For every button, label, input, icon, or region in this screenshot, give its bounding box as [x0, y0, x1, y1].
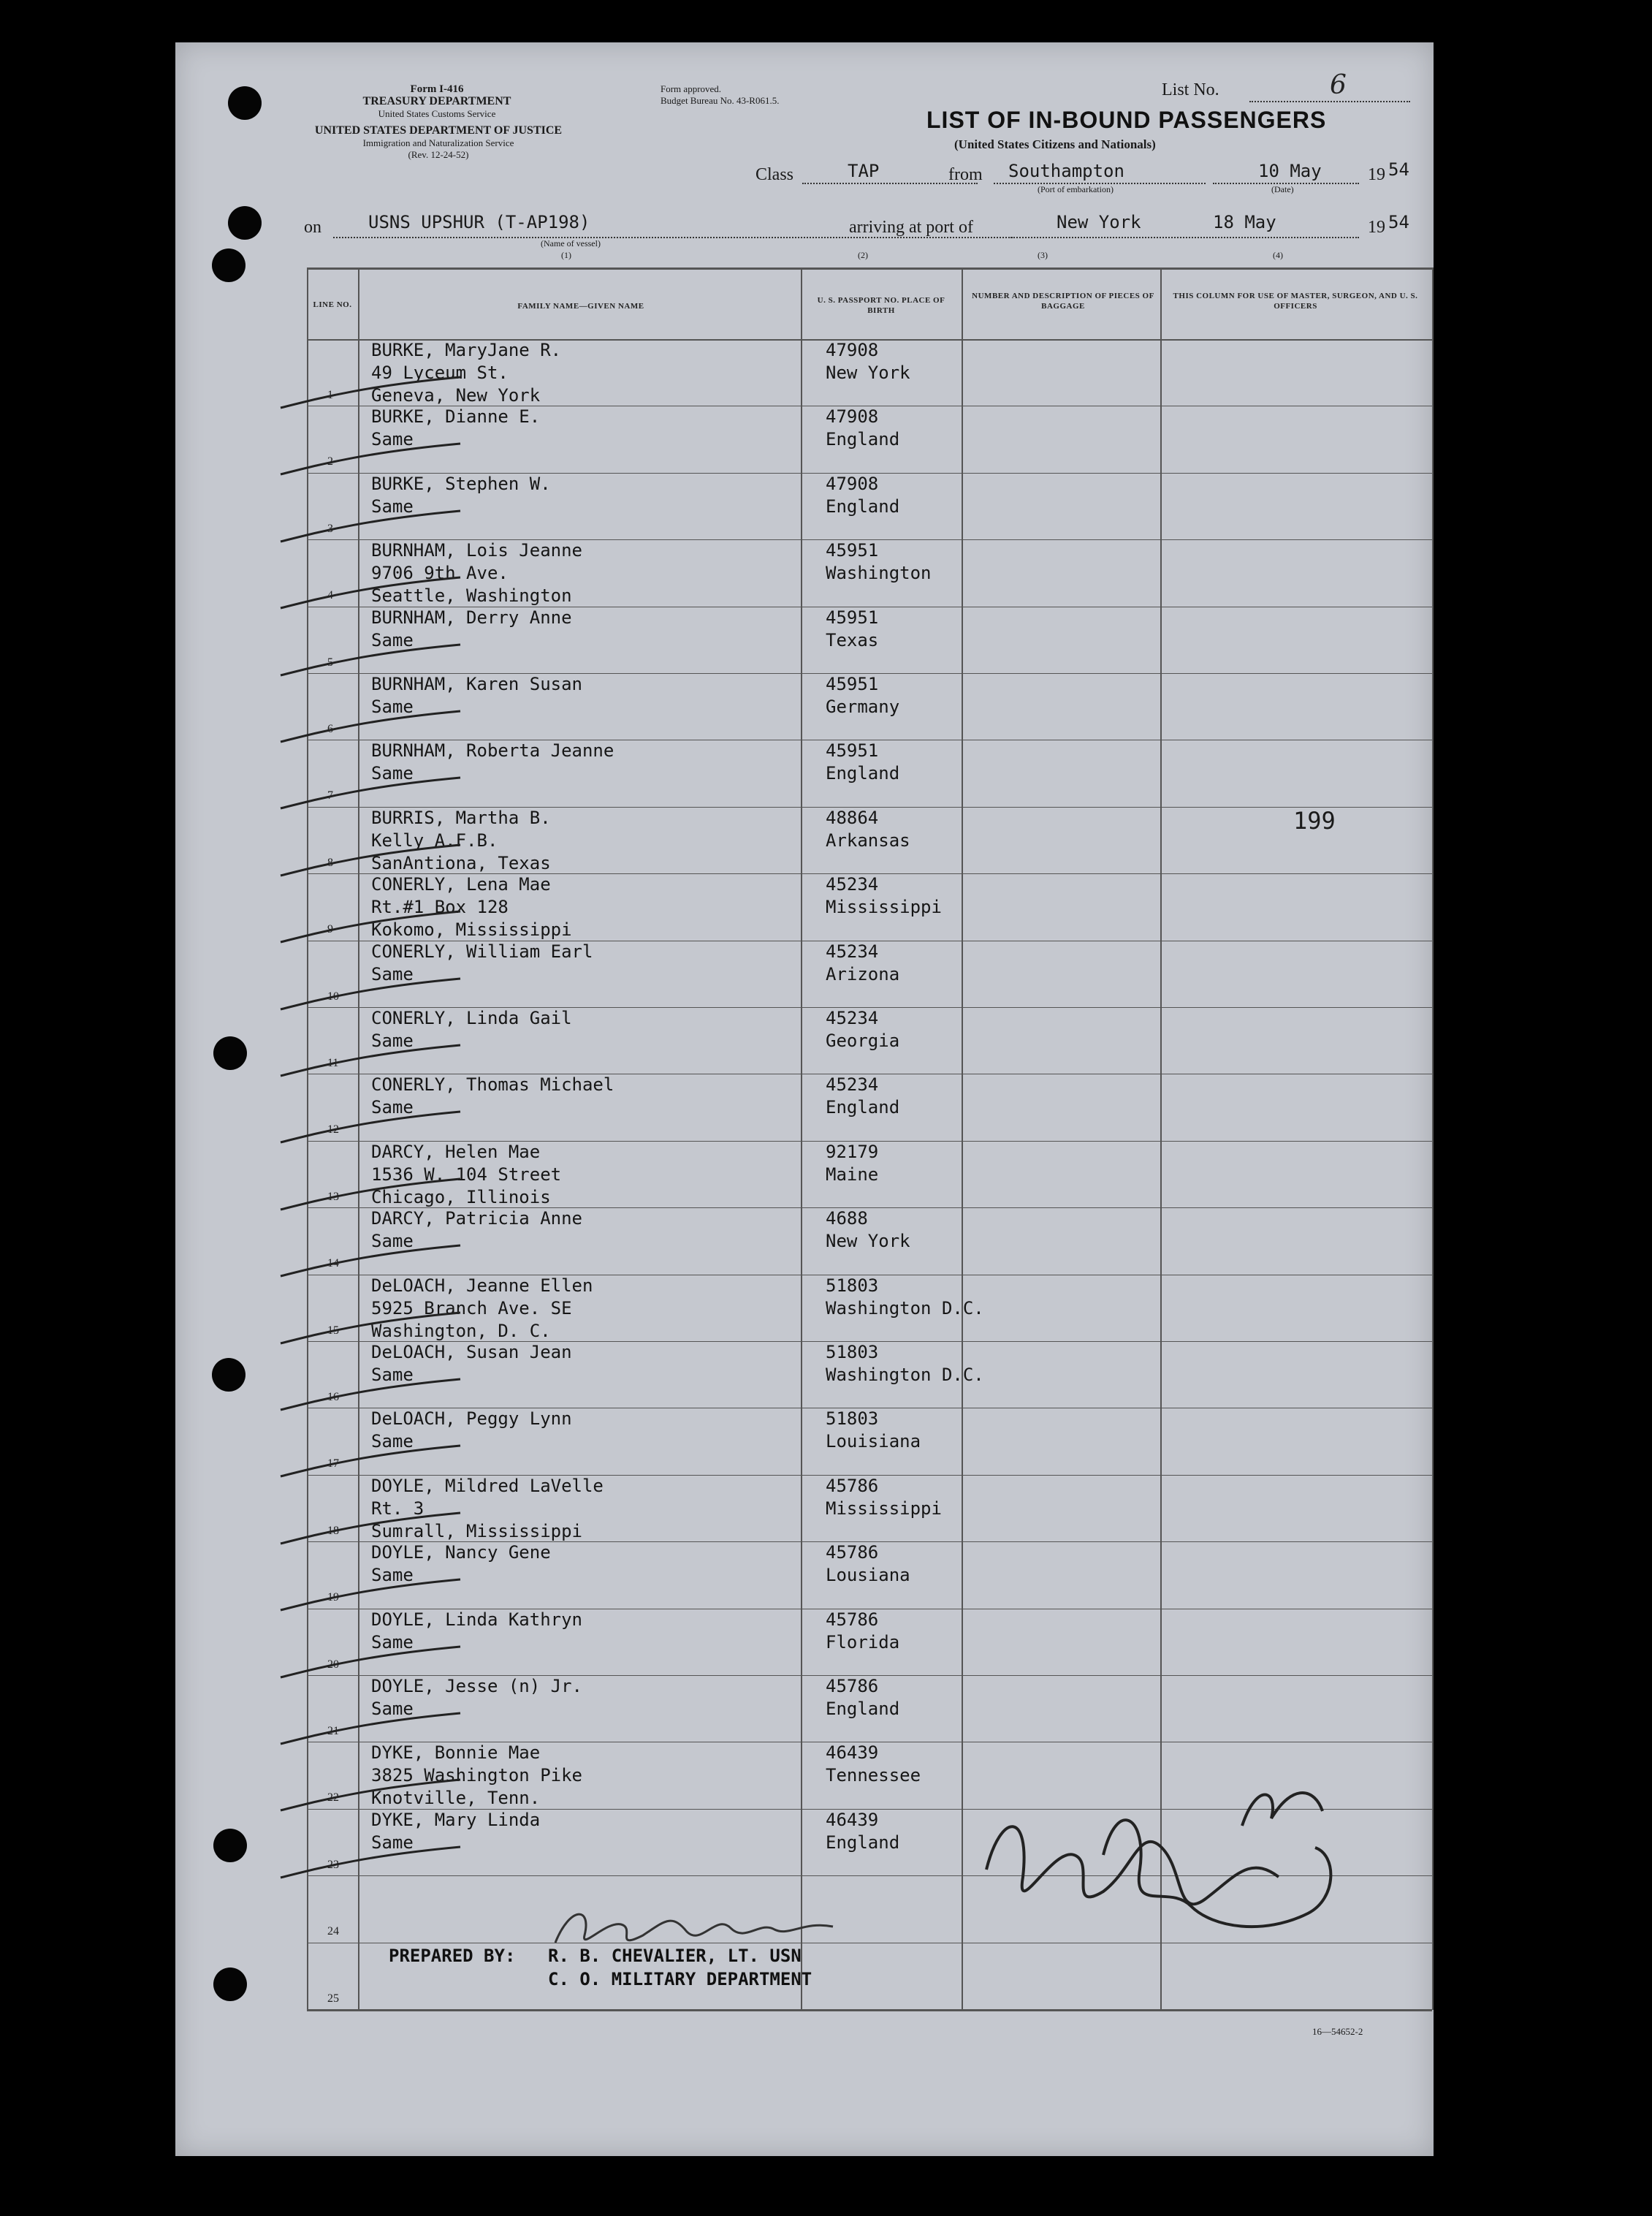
passenger-name: DeLOACH, Jeanne Ellen 5925 Branch Ave. SE Washington, D. C.: [371, 1275, 593, 1341]
line-number: 11: [327, 1057, 339, 1069]
line-number: 9: [327, 923, 333, 936]
table-row: [175, 1341, 1432, 1408]
table-row: [175, 1408, 1432, 1475]
passenger-name: DeLOACH, Susan Jean Same: [371, 1342, 572, 1385]
line-number: 18: [327, 1524, 339, 1537]
passenger-name: BURNHAM, Roberta Jeanne Same: [371, 740, 614, 784]
form-code: 16—54652-2: [1312, 2026, 1363, 2037]
table-row: [175, 539, 1432, 607]
table-row: [175, 406, 1432, 473]
customs-service: United States Customs Service: [378, 108, 496, 119]
passenger-name: BURKE, MaryJane R. 49 Lyceum St. Geneva, New York: [371, 340, 562, 406]
passport-birthplace: 92179 Maine: [826, 1141, 879, 1185]
passport-birthplace: 47908 England: [826, 406, 900, 450]
passenger-name: DARCY, Helen Mae 1536 W. 104 Street Chicago, Illinois: [371, 1141, 562, 1207]
table-row: [175, 807, 1432, 874]
vessel-name: USNS UPSHUR (T-AP198): [368, 212, 590, 232]
passenger-name: DYKE, Bonnie Mae 3825 Washington Pike Knotville, Tenn.: [371, 1742, 582, 1809]
punch-hole: [212, 1358, 245, 1392]
passenger-name: DOYLE, Linda Kathryn Same: [371, 1609, 582, 1652]
year-prefix: 19: [1368, 165, 1385, 184]
line-number: 5: [327, 656, 333, 669]
table-row: [175, 1007, 1432, 1074]
line-number: 20: [327, 1658, 339, 1671]
departure-date: 10 May: [1258, 161, 1322, 181]
passport-birthplace: 45786 England: [826, 1676, 900, 1719]
vessel-caption: (Name of vessel): [541, 238, 601, 248]
line-number: 19: [327, 1591, 339, 1604]
arriving-label: arriving at port of: [849, 218, 973, 237]
line-number: 2: [327, 455, 333, 468]
line-number: 4: [327, 589, 333, 602]
budget-bureau: Budget Bureau No. 43-R061.5.: [661, 95, 780, 106]
from-label: from: [948, 165, 983, 184]
class-label: Class: [755, 165, 794, 184]
passport-birthplace: 47908 England: [826, 473, 900, 517]
passport-birthplace: 46439 Tennessee: [826, 1742, 921, 1786]
passport-birthplace: 45234 Mississippi: [826, 874, 942, 918]
line-number: 24: [327, 1925, 339, 1938]
embarkation-caption: (Port of embarkation): [1038, 184, 1114, 194]
col-num-2: (2): [858, 250, 868, 260]
line-number: 12: [327, 1123, 339, 1137]
line-number: 15: [327, 1324, 339, 1337]
passport-birthplace: 45234 England: [826, 1074, 900, 1118]
table-row: [175, 473, 1432, 540]
arrival-year-prefix: 19: [1368, 218, 1385, 237]
line-number: 16: [327, 1391, 339, 1403]
passenger-name: BURNHAM, Lois Jeanne 9706 9th Ave. Seattle, Washington: [371, 540, 582, 607]
date-caption: (Date): [1271, 184, 1294, 194]
col-num-4: (4): [1273, 250, 1283, 260]
line-number: 17: [327, 1457, 339, 1471]
table-row: [175, 1475, 1432, 1542]
passenger-name: BURRIS, Martha B. Kelly A.F.B. SanAntiona, Texas: [371, 807, 551, 873]
document-title: LIST OF IN-BOUND PASSENGERS: [926, 107, 1327, 133]
col-header-passport: U. S. PASSPORT NO. PLACE OF BIRTH: [817, 296, 945, 315]
passport-birthplace: 45786 Florida: [826, 1609, 900, 1652]
punch-hole: [212, 248, 245, 282]
table-row: [175, 339, 1432, 406]
passport-birthplace: 45786 Mississippi: [826, 1475, 942, 1519]
passenger-name: DeLOACH, Peggy Lynn Same: [371, 1408, 572, 1452]
arrival-year: 54: [1388, 212, 1409, 232]
preparer-name: R. B. CHEVALIER, LT. USN: [548, 1946, 802, 1966]
line-number: 25: [327, 1992, 339, 2005]
passport-birthplace: 45951 Washington: [826, 540, 932, 584]
form-number: Form I-416: [410, 83, 464, 95]
line-number: 14: [327, 1257, 339, 1270]
ins-service: Immigration and Naturalization Service: [362, 137, 514, 148]
passport-birthplace: 48864 Arkansas: [826, 807, 910, 851]
embarkation-port: Southampton: [1008, 161, 1124, 181]
passport-birthplace: 45234 Georgia: [826, 1008, 900, 1051]
passenger-name: CONERLY, William Earl Same: [371, 941, 593, 984]
col-header-line: LINE NO.: [313, 300, 352, 309]
line-number: 6: [327, 723, 333, 735]
passenger-name: BURKE, Stephen W. Same: [371, 473, 551, 517]
passport-birthplace: 51803 Louisiana: [826, 1408, 921, 1452]
on-label: on: [304, 218, 321, 237]
table-row: [175, 1141, 1432, 1208]
passport-birthplace: 46439 England: [826, 1809, 900, 1853]
document-subtitle: (United States Citizens and Nationals): [954, 137, 1156, 151]
officer-note: 199: [1293, 807, 1336, 835]
line-number: 3: [327, 522, 333, 535]
passport-birthplace: 45786 Lousiana: [826, 1542, 910, 1586]
passport-birthplace: 45234 Arizona: [826, 941, 900, 984]
passport-birthplace: 51803 Washington D.C.: [826, 1275, 984, 1318]
passenger-name: DOYLE, Jesse (n) Jr. Same: [371, 1676, 582, 1719]
prepared-by-label: PREPARED BY:: [389, 1946, 516, 1966]
col-header-baggage: NUMBER AND DESCRIPTION OF PIECES OF BAGGAGE: [972, 292, 1154, 311]
list-number: 6: [1330, 70, 1347, 100]
line-number: 10: [327, 990, 339, 1003]
passenger-name: DARCY, Patricia Anne Same: [371, 1208, 582, 1252]
col-num-1: (1): [561, 250, 571, 260]
departure-year: 54: [1388, 159, 1409, 180]
table-row: [175, 1675, 1432, 1742]
preparer-signature: [541, 1891, 848, 1957]
row-separator: [307, 2009, 1432, 2010]
passenger-name: DOYLE, Mildred LaVelle Rt. 3 Sumrall, Mississippi: [371, 1475, 604, 1541]
line-number: 13: [327, 1190, 339, 1203]
preparer-department: C. O. MILITARY DEPARTMENT: [548, 1969, 812, 1989]
table-row: [175, 1207, 1432, 1275]
revision: (Rev. 12-24-52): [408, 149, 469, 160]
punch-hole: [213, 1829, 247, 1862]
punch-hole: [228, 206, 262, 240]
line-number: 23: [327, 1858, 339, 1871]
table-row: [175, 673, 1432, 740]
passenger-name: BURNHAM, Derry Anne Same: [371, 607, 572, 650]
passenger-name: CONERLY, Linda Gail Same: [371, 1008, 572, 1051]
table-row: [175, 607, 1432, 674]
passport-birthplace: 51803 Washington D.C.: [826, 1342, 984, 1385]
class-value: TAP: [848, 161, 880, 181]
manifest-sheet: [175, 42, 1434, 2156]
form-approved: Form approved.: [661, 83, 722, 94]
passport-birthplace: 45951 Texas: [826, 607, 879, 650]
passenger-name: DOYLE, Nancy Gene Same: [371, 1542, 551, 1586]
arrival-date: 18 May: [1213, 212, 1276, 232]
line-number: 22: [327, 1791, 339, 1805]
arrival-port: New York: [1057, 212, 1141, 232]
col-num-3: (3): [1038, 250, 1048, 260]
table-row: [175, 941, 1432, 1008]
punch-hole: [213, 1036, 247, 1070]
table-row: [175, 740, 1432, 807]
passport-birthplace: 45951 England: [826, 740, 900, 784]
passenger-name: DYKE, Mary Linda Same: [371, 1809, 541, 1853]
justice-dept: UNITED STATES DEPARTMENT OF JUSTICE: [314, 124, 563, 137]
list-no-label: List No.: [1162, 80, 1219, 99]
line-number: 21: [327, 1725, 339, 1737]
passenger-name: BURKE, Dianne E. Same: [371, 406, 541, 450]
punch-hole: [213, 1968, 247, 2001]
line-number: 7: [327, 789, 333, 802]
table-row: [175, 1275, 1432, 1342]
table-row: [175, 1074, 1432, 1141]
punch-hole: [228, 86, 262, 120]
passport-birthplace: 47908 New York: [826, 340, 910, 383]
line-number: 8: [327, 856, 333, 869]
passport-birthplace: 45951 Germany: [826, 674, 900, 717]
table-row: [175, 1609, 1432, 1676]
officer-signature: [972, 1767, 1352, 1957]
passenger-name: BURNHAM, Karen Susan Same: [371, 674, 582, 717]
col-header-officers: THIS COLUMN FOR USE OF MASTER, SURGEON, AND U. S. OFFICERS: [1173, 292, 1418, 311]
passenger-name: CONERLY, Thomas Michael Same: [371, 1074, 614, 1118]
table-row: [175, 873, 1432, 941]
col-header-name: FAMILY NAME—GIVEN NAME: [517, 302, 644, 311]
passenger-name: CONERLY, Lena Mae Rt.#1 Box 128 Kokomo, Mississippi: [371, 874, 572, 941]
table-row: [175, 1541, 1432, 1609]
passport-birthplace: 4688 New York: [826, 1208, 910, 1252]
treasury-dept: TREASURY DEPARTMENT: [362, 95, 511, 107]
line-number: 1: [327, 389, 333, 401]
